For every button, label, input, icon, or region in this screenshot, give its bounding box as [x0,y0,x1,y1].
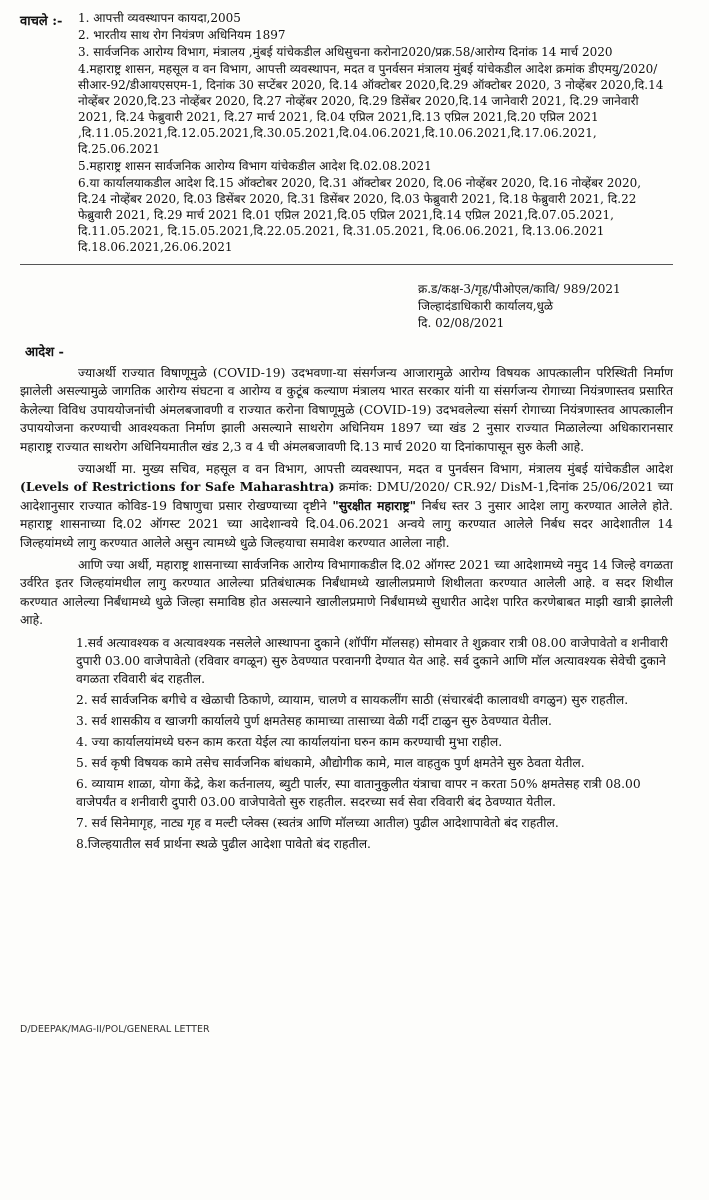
reference-item: 6.या कार्यालयाकडील आदेश दि.15 ऑक्टोबर 2020, दि.31 ऑक्टोबर 2020, दि.06 नोव्हेंबर 2020, दि.16 नोव्हेंबर 2020, दि.24 नोव्हेंबर 2020, दि.03 डिसेंबर 2020, दि.31 डिसेंबर 2020, दि.03 फेब्रुवारी 2021, दि.18 फेब्रुवारी 2021, दि.22 फेब्रुवारी 2021, दि.29 मार्च 2021 दि.01 एप्रिल 2021,दि.05 एप्रिल 2021,दि.14 एप्रिल 2021,दि.07.05.2021, दि.11.05.2021, दि.15.05.2021,दि.22.05.2021, दि.31.05.2021, दि.06.06.2021, दि.13.06.2021 दि.18.06.2021,26.06.2021 [78,176,642,254]
para2-text-c: निर्बध स्तर 3 नुसार आदेश लागु करण्यात आलेले होते. महाराष्ट्र शासनाच्या दि.02 ऑगस्ट 2021 च्या आदेशान्वये दि.04.06.2021 अन्वये लागु करण्यात आलेले निर्बध सदर आदेशातील 14 जिल्हयांमध्ये लागु करण्यात आलेले असुन त्यामध्ये धुळे जिल्हयाचा समावेश करण्यात आलेला नाही. [20,498,673,550]
rule-item: 8.जिल्हयातील सर्व प्रार्थना स्थळे पुढील आदेशा पावेतो बंद राहतील. [76,836,371,851]
order-title: आदेश - [25,345,64,360]
reference-item: 5.महाराष्ट्र शासन सार्वजनिक आरोग्य विभाग यांचेकडील आदेश दि.02.08.2021 [78,159,432,173]
reference-item: 1. आपत्ती व्यवस्थापन कायदा,2005 [78,11,241,25]
reference-number: क्र.ड/कक्ष-3/गृह/पीओएल/कावि/ 989/2021 [418,282,621,296]
reference-item: 3. सार्वजनिक आरोग्य विभाग, मंत्रालय ,मुंबई यांचेकडील अधिसुचना करोना2020/प्रक्र.58/आरोग्य दिनांक 14 मार्च 2020 [78,45,613,59]
references-section [20,10,673,256]
order-paragraph-2 [20,460,673,552]
office-name: जिल्हादंडाधिकारी कार्यालय,धुळे [418,299,554,313]
rule-item: 4. ज्या कार्यालयांमध्ये घरुन काम करता येईल त्या कार्यालयांना घरुन काम करण्याची मुभा राहील. [76,734,503,749]
reference-item: 2. भारतीय साथ रोग नियंत्रण अधिनियम 1897 [78,28,286,42]
references-label: वाचले :- [20,14,63,29]
reference-item: 4.महाराष्ट्र शासन, महसूल व वन विभाग, आपत्ती व्यवस्थापन, मदत व पुनर्वसन मंत्रालय मुंबई यांचेकडील आदेश क्रमांक डीएमयु/2020/सीआर-92/डीआयएसएम-1, दिनांक 30 सप्टेंबर 2020, दि.14 ऑक्टोबर 2020,दि.29 ऑक्टोबर 2020, 3 नोव्हेंबर 2020,दि.14 नोव्हेंबर 2020,दि.23 नोव्हेंबर 2020, दि.27 नोव्हेंबर 2020, दि.29 डिसेंबर 2020,दि.14 जानेवारी 2021, दि.29 जानेवारी 2021, दि.24 फेब्रुवारी 2021, दि.27 मार्च 2021, दि.04 एप्रिल 2021,दि.13 एप्रिल 2021,दि.20 एप्रिल 2021 ,दि.11.05.2021,दि.12.05.2021,दि.30.05.2021,दि.04.06.2021,दि.10.06.2021,दि.17.06.2021, दि.25.06.2021 [78,62,664,156]
rule-item: 5. सर्व कृषी विषयक कामे तसेच सार्वजनिक बांधकामे, औद्योगीक कामे, माल वाहतुक पुर्ण क्षमतेने सुरु ठेवता येतील. [76,755,585,770]
rule-item: 7. सर्व सिनेमागृह, नाट्य गृह व मल्टी प्लेक्स (स्वतंत्र आणि मॉलच्या आतील) पुढील आदेशापावेतो बंद राहतील. [76,815,559,830]
footer-letter-code: D/DEEPAK/MAG-II/POL/GENERAL LETTER [20,1024,210,1035]
order-paragraph-1: ज्याअर्थी राज्यात विषाणूमुळे (COVID-19) उदभवणा-या संसर्गजन्य आजारामुळे आरोग्य विषयक आपत्कालीन परिस्थिती निर्माण झालेली असल्यामुळे जागतिक आरोग्य संघटना व आरोग्य व कुटूंब कल्याण मंत्रालय भारत सरकार यांनी या संसर्गजन्य रोगाच्या नियंत्रणास्तव प्रसारित केलेल्या विविध उपाययोजनांची अंमलबजावणी व राज्यात करोना विषाणूमुळे (COVID-19) उदभवलेल्या संसर्ग रोगाच्या नियंत्रणास्तव आपत्कालीन उपाययोजना करण्याची आवश्यकता निर्माण झाली असल्याने साथरोग अधिनियम 1897 च्या खंड 2 नुसार राज्यात मिळालेल्या अधिकारानसार महाराष्ट्र राज्यात साथरोग अधिनियमातील खंड 2,3 व 4 ची अंमलबजावणी दि.13 मार्च 2020 या दिनांकापासून सुरु केली आहे. [20,366,673,454]
rule-item: 3. सर्व शासकीय व खाजगी कार्यालये पुर्ण क्षमतेसह कामाच्या तासाच्या वेळी गर्दी टाळुन सुरु ठेवण्यात येतील. [76,713,552,728]
rules-list [20,634,673,853]
para2-text-b: क्रमांक: DMU/2020/ CR.92/ DisM-1,दिनांक 25/06/2021 च्या आदेशानुसार राज्यात कोविड-19 विषाणुचा प्रसार रोखण्याच्या दृष्टीने [20,480,674,513]
references-list [78,10,673,256]
order-paragraph-3: आणि ज्या अर्थी, महाराष्ट्र शासनाच्या सार्वजनिक आरोग्य विभागाकडील दि.02 ऑगस्ट 2021 च्या आदेशामध्ये नमुद 14 जिल्हे वगळता उर्वरित इतर जिल्हयांमधील लागु करण्यात आलेल्या प्रतिबंधात्मक निर्बंधामध्ये खालीलप्रमाणे शिथीलता करण्यात आलेली आहे. व सदर शिथील करण्यात आलेल्या निर्बंधामध्ये धुळे जिल्हा समाविष्ठ होत असल्याने खालीलप्रमाणे निर्बंधामध्ये सुधारीत आदेश पारित करणेबाबत माझी खात्री झालेली आहे. [20,558,673,628]
rule-item: 1.सर्व अत्यावश्यक व अत्यावश्यक नसलेले आस्थापना दुकाने (शॉपींग मॉलसह) सोमवार ते शुक्रवार रात्री 08.00 वाजेपावेतो व शनीवारी दुपारी 03.00 वाजेपावेतो (रविवार वगळून) सुरु ठेवण्यात परवानगी देण्यात येत आहे. सर्व दुकाने आणि मॉल अत्यावश्यक सेवेची दुकाने वगळता रविवारी बंद राहतील. [76,635,668,686]
para2-bold-title: "सुरक्षीत महाराष्ट्र" [332,497,416,513]
rule-item: 6. व्यायाम शाळा, योगा केंद्रे, केश कर्तनालय, ब्युटी पार्लर, स्पा वातानुकुलीत यंत्राचा वापर न करता 50% क्षमतेसह रात्री 08.00 वाजेपर्यंत व शनीवारी दुपारी 03.00 वाजेपावेतो सुरु राहतील. सदरच्या सर्व सेवा रविवारी बंद ठेवण्यात येतील. [76,776,641,809]
issue-date: दि. 02/08/2021 [418,316,505,330]
para2-text-a: ज्याअर्थी मा. मुख्य सचिव, महसूल व वन विभाग, आपत्ती व्यवस्थापन, मदत व पुनर्वसन विभाग, मंत्रालय मुंबई यांचेकडील आदेश [78,462,673,477]
office-reference-block [418,281,673,332]
section-divider [20,264,673,265]
para2-english-title: (Levels of Restrictions for Safe Maharashtra) [20,479,335,495]
rule-item: 2. सर्व सार्वजनिक बगीचे व खेळाची ठिकाणे, व्यायाम, चालणे व सायकलींग साठी (संचारबंदी कालावधी वगळुन) सुरु राहतील. [76,692,629,707]
